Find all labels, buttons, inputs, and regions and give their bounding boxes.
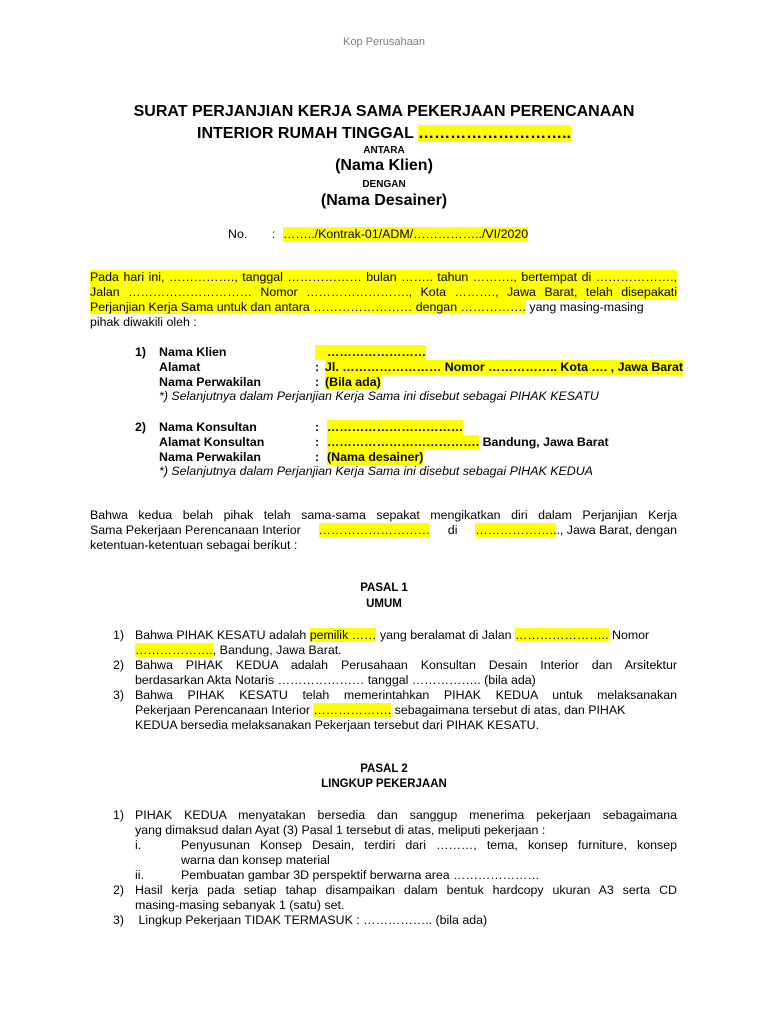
title-blank: ……………………….. bbox=[418, 125, 571, 142]
number-colon: : bbox=[272, 227, 276, 241]
pasal1-item1-jalan: ………………….. bbox=[514, 628, 609, 642]
agreement-line2-e: ., Jawa Barat, dengan bbox=[556, 523, 677, 537]
opening-line1: Pada hari ini, ……………., tanggal ……………… bulan …….. tahun ………., bertempat di ………………., bbox=[90, 270, 677, 284]
agreement-line2-di: di bbox=[447, 523, 458, 537]
pasal1-item3 bbox=[135, 688, 677, 734]
pasal2-item1-line2: yang dimaksud dalan Ayat (3) Pasal 1 tersebut di atas, meliputi pekerjaan : bbox=[135, 823, 546, 838]
party2-label-alamat: Alamat Konsultan bbox=[159, 435, 265, 449]
party2-label-nama: Nama Konsultan bbox=[159, 420, 257, 434]
party2-alamat-city: Bandung, Jawa Barat bbox=[479, 435, 609, 449]
agreement-line3: ketentuan-ketentuan sebagai berikut : bbox=[90, 538, 298, 552]
pasal1-item1-text-c: Nomor bbox=[608, 628, 650, 642]
party2-colon-nama: : bbox=[315, 420, 320, 434]
agreement-line2-blank1: ……………………… bbox=[318, 523, 431, 537]
party1-label-nama: Nama Klien bbox=[159, 345, 227, 359]
pasal1-item1-number: 1) bbox=[113, 628, 125, 642]
pasal1-subtitle: UMUM bbox=[366, 598, 402, 610]
party1-number: 1) bbox=[135, 345, 147, 359]
party2-colon-perwakilan: : bbox=[315, 450, 320, 464]
opening-line3-highlight: Perjanjian Kerja Sama untuk dan antara …………………… dengan ……………. bbox=[90, 300, 526, 314]
pasal1-item2-line2: berdasarkan Akta Notaris ………………… tanggal …………….. (bila ada) bbox=[135, 673, 536, 688]
opening-line2: Jalan ………………………… Nomor ……………………., Kota ………., Jawa Barat, telah disepakati bbox=[90, 285, 677, 299]
party1-value-nama: …………………… bbox=[315, 345, 426, 360]
pasal2-subitem-i bbox=[181, 838, 677, 868]
nama-desainer-heading: (Nama Desainer) bbox=[320, 192, 448, 209]
opening-line3 bbox=[90, 300, 677, 315]
party1-note: *) Selanjutnya dalam Perjanjian Kerja Sama ini disebut sebagai PIHAK KESATU bbox=[159, 389, 599, 403]
agreement-line2-a: Sama Pekerjaan Perencanaan Interior bbox=[90, 523, 301, 537]
party2-alamat-blank: ………………………………. bbox=[327, 435, 480, 449]
pasal2-item1-number: 1) bbox=[113, 808, 125, 822]
number-value: ……../Kontrak-01/ADM/……………../VI/2020 bbox=[283, 227, 529, 241]
pasal1-item2-number: 2) bbox=[113, 658, 125, 672]
party2-label-perwakilan: Nama Perwakilan bbox=[159, 450, 261, 464]
pasal2-title: PASAL 2 bbox=[360, 763, 408, 775]
antara-label: ANTARA bbox=[363, 145, 405, 156]
party2-value-perwakilan: (Nama desainer) bbox=[327, 450, 424, 464]
pasal1-item1-text-a: Bahwa PIHAK KESATU adalah bbox=[135, 628, 310, 642]
pasal2-subitem-i-line2: warna dan konsep material bbox=[181, 853, 330, 868]
opening-line4: pihak diwakili oleh : bbox=[90, 315, 197, 329]
party1-label-perwakilan: Nama Perwakilan bbox=[159, 375, 261, 389]
pasal1-item2-line1: Bahwa PIHAK KEDUA adalah Perusahaan Konsultan Desain Interior dan Arsitektur bbox=[135, 658, 677, 672]
pasal2-item1 bbox=[135, 808, 677, 838]
nama-klien-heading: (Nama Klien) bbox=[335, 157, 433, 174]
pasal2-item2-number: 2) bbox=[113, 883, 125, 897]
pasal1-item1-nomor: ………………. bbox=[135, 643, 213, 658]
party1-colon-alamat: : bbox=[315, 360, 320, 374]
pasal1-item1-text-b: yang beralamat di Jalan bbox=[376, 628, 515, 642]
party2-value-nama: …………………………… bbox=[327, 420, 464, 434]
pasal1-item1-text-d: , Bandung, Jawa Barat. bbox=[212, 643, 342, 658]
agreement-line2 bbox=[90, 523, 677, 538]
party2-note: *) Selanjutnya dalam Perjanjian Kerja Sama ini disebut sebagai PIHAK KEDUA bbox=[159, 464, 593, 478]
pasal2-item2 bbox=[135, 883, 677, 913]
pasal2-item2-line2: masing-masing sebanyak 1 (satu) set. bbox=[135, 898, 345, 913]
pasal2-subitem-ii: Pembuatan gambar 3D perspektif berwarna area ………………… bbox=[181, 868, 540, 882]
pasal2-subitem-i-line1: Penyusunan Konsep Desain, terdiri dari ………, tema, konsep furniture, konsep bbox=[181, 838, 677, 852]
pasal1-item1-pemilik: pemilik …… bbox=[309, 628, 377, 642]
pasal1-item3-line1: Bahwa PIHAK KESATU telah memerintahkan PIHAK KEDUA untuk melaksanakan bbox=[135, 688, 677, 702]
pasal1-item3-number: 3) bbox=[113, 688, 125, 702]
agreement-line2-blank2: ……………….. bbox=[475, 523, 557, 537]
pasal2-subitem-ii-number: ii. bbox=[135, 868, 144, 882]
number-label: No. bbox=[228, 227, 248, 241]
pasal1-item1 bbox=[135, 628, 677, 658]
party2-value-alamat bbox=[327, 435, 609, 450]
dengan-label: DENGAN bbox=[362, 179, 406, 190]
pasal2-item2-line1: Hasil kerja pada setiap tahap disampaikan dalam bentuk hardcopy ukuran A3 serta CD bbox=[135, 883, 677, 897]
pasal1-item3-line2-a: Pekerjaan Perencanaan Interior bbox=[135, 703, 314, 718]
pasal2-item3: Lingkup Pekerjaan TIDAK TERMASUK : …………….. (bila ada) bbox=[135, 913, 488, 927]
document-title-line2 bbox=[0, 125, 768, 143]
party1-value-perwakilan: (Bila ada) bbox=[325, 375, 381, 389]
pasal2-subitem-i-number: i. bbox=[135, 838, 142, 852]
kop-perusahaan: Kop Perusahaan bbox=[343, 36, 425, 48]
party1-label-alamat: Alamat bbox=[159, 360, 201, 374]
pasal1-item3-line3: KEDUA bersedia melaksanakan Pekerjaan tersebut dari PIHAK KESATU. bbox=[135, 718, 540, 733]
pasal1-item3-blank: ………………. bbox=[313, 703, 392, 718]
opening-line3-rest: yang masing-masing bbox=[525, 300, 644, 314]
party1-colon-perwakilan: : bbox=[315, 375, 320, 389]
party2-colon-alamat: : bbox=[315, 435, 320, 449]
pasal1-title: PASAL 1 bbox=[360, 582, 408, 594]
pasal2-item1-line1: PIHAK KEDUA menyatakan bersedia dan sanggup menerima pekerjaan sebagaimana bbox=[135, 808, 677, 822]
party2-number: 2) bbox=[135, 420, 147, 434]
pasal2-subtitle: LINGKUP PEKERJAAN bbox=[321, 778, 447, 790]
document-title-line1: SURAT PERJANJIAN KERJA SAMA PEKERJAAN PERENCANAAN bbox=[133, 103, 635, 120]
pasal1-item3-line2-b: sebagaimana tersebut di atas, dan PIHAK bbox=[391, 703, 626, 718]
pasal1-item2 bbox=[135, 658, 677, 688]
party1-value-alamat: Jl. …………………… Nomor …………….. Kota …. , Jawa Barat bbox=[325, 360, 684, 374]
title-line2-text: INTERIOR RUMAH TINGGAL bbox=[197, 125, 414, 142]
agreement-line1: Bahwa kedua belah pihak telah sama-sama sepakat mengikatkan diri dalam Perjanjian Kerja bbox=[90, 508, 677, 522]
pasal2-item3-number: 3) bbox=[113, 913, 125, 927]
